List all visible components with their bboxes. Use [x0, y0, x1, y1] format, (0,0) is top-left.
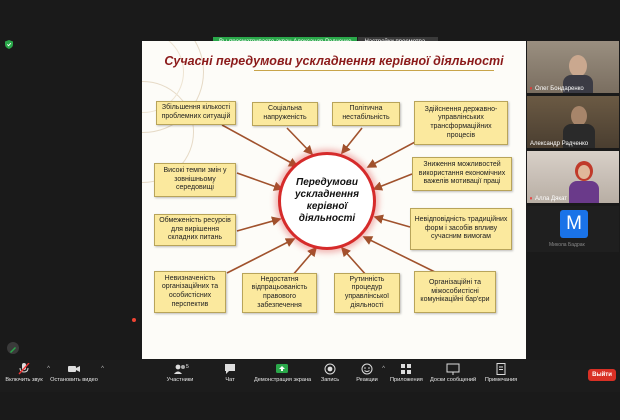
meeting-toolbar: [0, 360, 620, 392]
mic-muted-icon: [529, 197, 533, 201]
video-camera-icon: [67, 363, 81, 375]
participants-count: 5: [186, 364, 189, 370]
chevron-up-icon[interactable]: ^: [47, 366, 50, 372]
toolbar-label: Доски сообщений: [430, 377, 477, 383]
participant-tile[interactable]: [527, 206, 619, 252]
toolbar-label: Участники: [166, 377, 194, 383]
reaction-icon: [360, 363, 374, 375]
factor-box: Високі темпи змін у зовнішньому середовищі: [154, 163, 236, 197]
participant-avatar: M: [560, 210, 588, 238]
leave-meeting-button[interactable]: Выйти: [588, 369, 616, 381]
factor-box: Невідповідність традиційних форм і засобів впливу сучасним вимогам: [410, 208, 512, 250]
toolbar-label: Остановить видео: [50, 377, 98, 383]
record-icon: [323, 363, 337, 375]
apps-icon: [399, 363, 413, 375]
chat-icon: [223, 363, 237, 375]
factor-box: Соціальна напруженість: [252, 102, 318, 126]
stop-video-button[interactable]: [50, 363, 104, 383]
chevron-up-icon[interactable]: ^: [101, 366, 104, 372]
central-concept-circle: Передумови ускладнення керівної діяльності: [278, 152, 376, 250]
factor-box: Збільшення кількості проблемних ситуацій: [156, 101, 236, 125]
microphone-muted-icon: [17, 363, 31, 375]
participant-tile[interactable]: [527, 41, 619, 93]
whiteboards-button[interactable]: [430, 363, 476, 383]
toolbar-label: Приложения: [390, 377, 423, 383]
notes-button[interactable]: [484, 363, 518, 383]
whiteboard-icon: [446, 363, 460, 375]
factor-box: Політична нестабільність: [332, 102, 400, 126]
record-button[interactable]: [320, 363, 340, 383]
laser-pointer-dot: [132, 318, 136, 322]
factor-box: Рутинність процедур управлінської діяльності: [334, 273, 400, 313]
shared-slide: [142, 41, 526, 359]
security-shield-icon[interactable]: [5, 40, 13, 49]
slide-title: Сучасні передумови ускладнення керівної діяльності: [164, 54, 504, 68]
toolbar-label: Реакции: [356, 377, 378, 383]
participants-button[interactable]: [164, 363, 196, 383]
chat-button[interactable]: [220, 363, 240, 383]
toolbar-label: Запись: [320, 377, 340, 383]
share-screen-button[interactable]: [254, 363, 310, 383]
reactions-button[interactable]: [355, 363, 385, 383]
participant-name: Микола Бадрак: [549, 242, 585, 248]
factor-box: Обмеженість ресурсів для вирішення складних питань: [154, 214, 236, 246]
factor-box: Організаційні та міжособистісні комунікаційні бар'єри: [414, 271, 496, 313]
participant-tile[interactable]: [527, 96, 619, 148]
apps-button[interactable]: [390, 363, 422, 383]
mic-muted-icon: [529, 87, 533, 91]
factor-box: Зниження можливостей використання економічних важелів мотивації праці: [412, 157, 512, 191]
participant-name: Александр Радченко: [530, 141, 589, 147]
participant-name: Олег Бондаренко: [535, 86, 584, 92]
unmute-button[interactable]: [4, 363, 50, 383]
participants-icon: [173, 363, 187, 375]
annotate-pen-icon[interactable]: [7, 342, 19, 354]
share-screen-icon: [275, 363, 289, 375]
notes-icon: [494, 363, 508, 375]
factor-box: Невизначеність організаційних та особистісних перспектив: [154, 271, 226, 313]
participant-name: Алла Дякат: [535, 196, 568, 202]
toolbar-label: Чат: [225, 377, 235, 383]
factor-box: Здійснення державно-управлінських трансформаційних процесів: [414, 101, 508, 145]
factor-box: Недостатня відпрацьованість правового забезпечення: [242, 273, 317, 313]
participant-gallery: [526, 41, 620, 252]
toolbar-label: Включить звук: [5, 377, 43, 383]
chevron-up-icon[interactable]: ^: [382, 366, 385, 372]
toolbar-label: Демонстрация экрана: [254, 377, 312, 383]
toolbar-label: Примечания: [484, 377, 518, 383]
participant-tile[interactable]: [527, 151, 619, 203]
